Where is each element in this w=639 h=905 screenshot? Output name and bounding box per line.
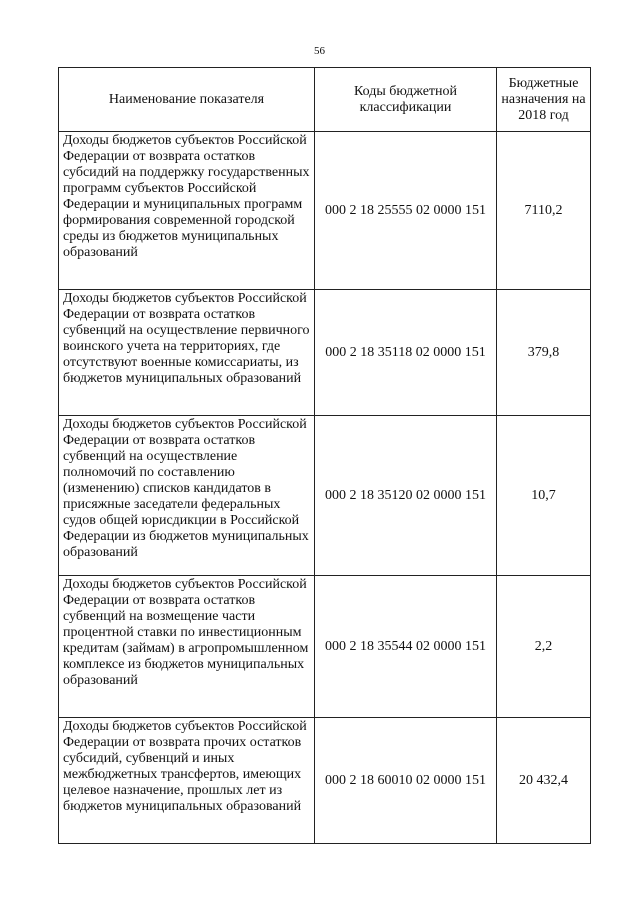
budget-code-cell: 000 2 18 35120 02 0000 151 (315, 416, 497, 576)
table-row (59, 576, 591, 718)
indicator-name-cell: Доходы бюджетов субъектов Российской Федерации от возврата прочих остатков субсидий, субвенций и иных межбюджетных трансфертов, имеющих целевое назначение, прошлых лет из бюджетов муниципальных образований (59, 718, 315, 844)
indicator-name-cell: Доходы бюджетов субъектов Российской Федерации от возврата остатков субвенций на возмещение части процентной ставки по инвестиционным кредитам (займам) в агропромышленном комплексе из бюджетов муниципальных образований (59, 576, 315, 718)
table-row (59, 416, 591, 576)
page-number: 56 (314, 45, 325, 57)
table-row (59, 718, 591, 844)
indicator-name-cell: Доходы бюджетов субъектов Российской Федерации от возврата остатков субвенций на осуществление первичного воинского учета на территориях, где отсутствуют военные комиссариаты, из бюджетов муниципальных образований (59, 290, 315, 416)
budget-table (58, 67, 591, 844)
budget-code-cell: 000 2 18 25555 02 0000 151 (315, 132, 497, 290)
budget-amount-cell: 2,2 (497, 576, 591, 718)
header-budget-amount: Бюджетные назначения на 2018 год (497, 68, 591, 132)
table-row (59, 132, 591, 290)
budget-amount-cell: 379,8 (497, 290, 591, 416)
header-budget-code: Коды бюджетной классификации (315, 68, 497, 132)
budget-amount-cell: 7110,2 (497, 132, 591, 290)
table-row (59, 290, 591, 416)
indicator-name-cell: Доходы бюджетов субъектов Российской Федерации от возврата остатков субсидий на поддержку государственных программ субъектов Российской Федерации и муниципальных программ формирования современной городской среды из бюджетов муниципальных образований (59, 132, 315, 290)
budget-code-cell: 000 2 18 35118 02 0000 151 (315, 290, 497, 416)
header-indicator-name: Наименование показателя (59, 68, 315, 132)
budget-amount-cell: 10,7 (497, 416, 591, 576)
table-header-row (59, 68, 591, 132)
budget-code-cell: 000 2 18 35544 02 0000 151 (315, 576, 497, 718)
budget-amount-cell: 20 432,4 (497, 718, 591, 844)
budget-code-cell: 000 2 18 60010 02 0000 151 (315, 718, 497, 844)
indicator-name-cell: Доходы бюджетов субъектов Российской Федерации от возврата остатков субвенций на осуществление полномочий по составлению (изменению) списков кандидатов в присяжные заседатели федеральных судов общей юрисдикции в Российской Федерации из бюджетов муниципальных образований (59, 416, 315, 576)
